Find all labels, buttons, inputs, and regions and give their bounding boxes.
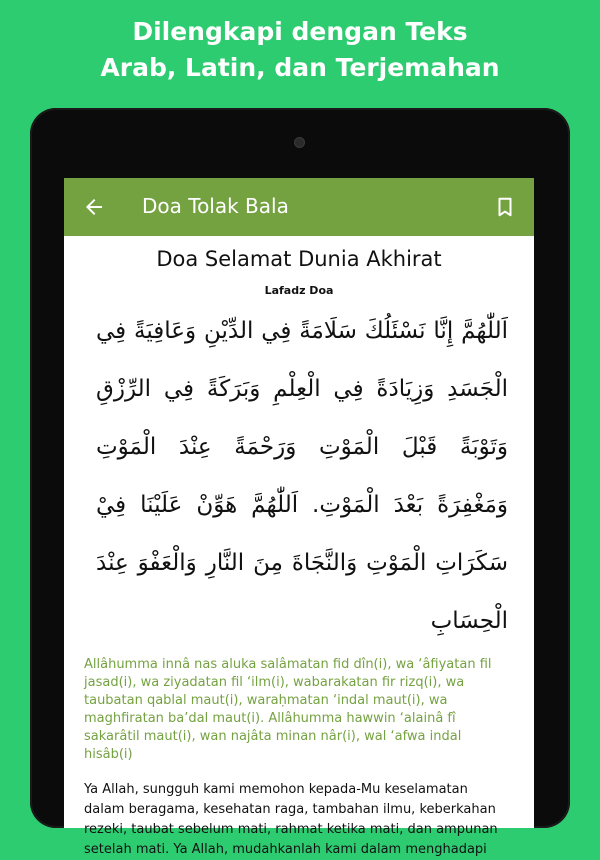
latin-text: Allâhumma innâ nas aluka salâmatan fid dîn(i), wa ‘âfiyatan fil jasad(i), wa ziyadatan fil ‘ilm(i), wabarakatan fir rizq(i), wa taubatan qablal maut(i), waraḥmatan ‘indal maut(i), wa maghfiratan ba’dal maut(i). Allâhumma hawwin ‘alainâ fî sakarâtil maut(i), wan najâta minan nâr(i), wal ‘afwa indal hisâb(i) [84,657,492,762]
translation-text: Ya Allah, sungguh kami memohon kepada-Mu keselamatan dalam beragama, kesehatan raga, tambahan ilmu, keberkahan rezeki, taubat sebelum mati, rahmat ketika mati, dan ampunan setelah mati. Ya Allah, mudahkanlah kami dalam menghadapi [84,782,498,857]
doa-title: Doa Selamat Dunia Akhirat [156,247,442,271]
doa-content[interactable] [64,236,534,857]
camera-icon [295,138,304,147]
bookmark-icon [494,196,516,218]
back-button[interactable] [82,195,106,219]
app-bar-title: Doa Tolak Bala [142,194,289,218]
tablet-frame [30,108,570,857]
bookmark-button[interactable] [494,196,516,218]
app-bar [64,178,534,236]
arrow-back-icon [82,195,106,219]
promo-headline [0,14,600,86]
app-screen [64,178,534,857]
arabic-text: اَللّٰهُمَّ إِنَّا نَسْئَلُكَ سَلَامَةً فِي الدِّيْنِ وَعَافِيَةً فِي الْجَسَدِ وَزِيَادَةً فِي الْعِلْمِ وَبَرَكَةً فِي الرِّزْقِ وَتَوْبَةً قَبْلَ الْمَوْتِ وَرَحْمَةً عِنْدَ الْمَوْتِ وَمَغْفِرَةً بَعْدَ الْمَوْتِ. اَللّٰهُمَّ هَوِّنْ عَلَيْنَا فِيْ سَكَرَاتِ الْمَوْتِ وَالنَّجَاةَ مِنَ النَّارِ وَالْعَفْوَ عِنْدَ الْحِسَابِ [96,318,508,634]
lafadz-label: Lafadz Doa [264,284,334,297]
promo-line-1: Dilengkapi dengan Teks [132,17,468,46]
promo-line-2: Arab, Latin, dan Terjemahan [100,53,500,82]
